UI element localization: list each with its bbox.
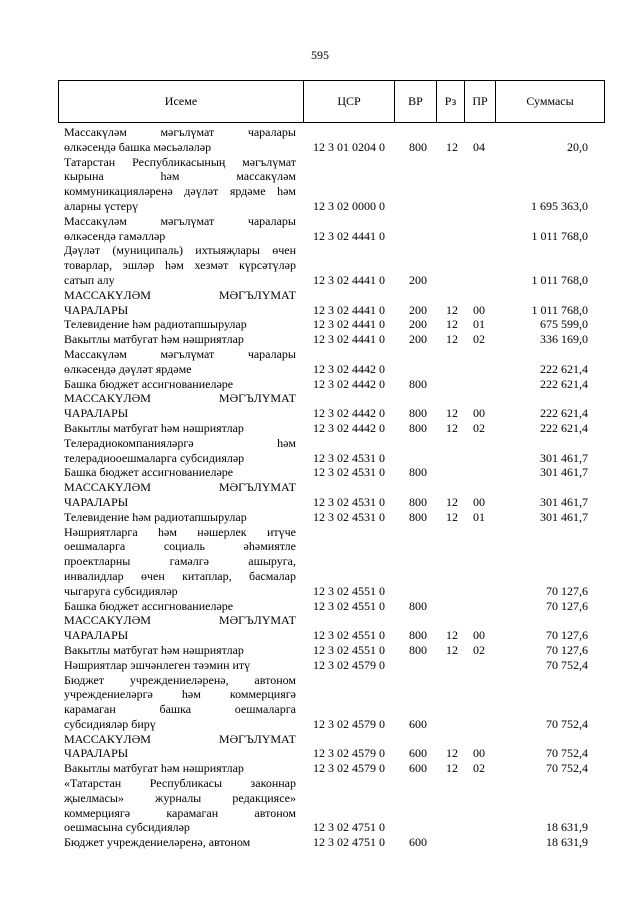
row-sum: 675 599,0 <box>540 317 588 332</box>
row-csr: 12 3 02 4441 0 <box>313 332 385 347</box>
row-sum: 1 011 768,0 <box>531 302 588 317</box>
row-csr: 12 3 02 4442 0 <box>313 376 385 391</box>
row-csr: 12 3 02 4441 0 <box>313 317 385 332</box>
row-vr: 600 <box>409 746 427 761</box>
row-name <box>64 332 296 347</box>
row-name-line: субсидияләр бирү <box>64 716 156 731</box>
table-row <box>0 776 640 835</box>
row-pr: 04 <box>473 139 485 154</box>
row-name-line: Бюджет учреждениеләренә, автоном <box>64 672 296 687</box>
row-csr: 12 3 02 4551 0 <box>313 642 385 657</box>
row-name-line: МАССАКҮЛӘМ МӘГЪЛҮМАТ <box>64 391 296 406</box>
row-name <box>64 658 296 673</box>
row-csr: 12 3 02 4579 0 <box>313 761 385 776</box>
row-name <box>64 317 296 332</box>
row-csr: 12 3 02 4579 0 <box>313 716 385 731</box>
row-pr: 00 <box>473 406 485 421</box>
row-name <box>64 436 296 466</box>
row-sum: 18 631,9 <box>546 835 588 850</box>
row-name-line: сатып алу <box>64 272 115 287</box>
row-vr: 200 <box>409 302 427 317</box>
row-name <box>64 465 296 480</box>
row-vr: 200 <box>409 272 427 287</box>
row-pr: 00 <box>473 746 485 761</box>
row-sum: 70 752,4 <box>546 761 588 776</box>
row-rz: 12 <box>446 509 458 524</box>
row-pr: 00 <box>473 628 485 643</box>
row-name-line: Бюджет учреждениеләренә, автоном <box>64 835 251 850</box>
row-name <box>64 125 296 155</box>
table-row <box>0 673 640 732</box>
row-pr: 00 <box>473 302 485 317</box>
header-pr: ПР <box>464 81 495 122</box>
row-name-line: җыелмасы» журналы редакциясе» <box>64 790 296 805</box>
table-row <box>0 243 640 287</box>
row-name-line: коммерциягә карамаган автоном <box>64 805 296 820</box>
row-sum: 18 631,9 <box>546 820 588 835</box>
row-name-line: телерадиооешмаларга субсидияләр <box>64 450 245 465</box>
row-vr: 200 <box>409 332 427 347</box>
header-csr: ЦСР <box>303 81 394 122</box>
row-rz: 12 <box>446 420 458 435</box>
row-name-line: Массакүләм мәгълүмат чаралары <box>64 125 296 139</box>
row-csr: 12 3 02 4531 0 <box>313 465 385 480</box>
row-csr: 12 3 02 4751 0 <box>313 820 385 835</box>
row-name <box>64 732 296 762</box>
row-sum: 1 011 768,0 <box>531 228 588 243</box>
row-name-line: Нәшриятлар эшчәнлеген тәэмин итү <box>64 657 251 672</box>
row-name <box>64 421 296 436</box>
row-name-line: МАССАКҮЛӘМ МӘГЪЛҮМАТ <box>64 480 296 495</box>
table-header <box>58 80 605 123</box>
row-name <box>64 214 296 244</box>
table-row <box>0 436 640 466</box>
row-name-line: Башка бюджет ассигнованиеләре <box>64 376 234 391</box>
row-name-line: Массакүләм мәгълүмат чаралары <box>64 213 296 228</box>
row-name-line: ЧАРАЛАРЫ <box>64 746 129 761</box>
row-sum: 222 621,4 <box>540 376 588 391</box>
row-name-line: оешмасына субсидияләр <box>64 820 190 835</box>
row-name <box>64 377 296 392</box>
row-csr: 12 3 02 4551 0 <box>313 628 385 643</box>
row-sum: 70 752,4 <box>546 657 588 672</box>
row-sum: 222 621,4 <box>540 406 588 421</box>
row-vr: 800 <box>409 628 427 643</box>
table-row <box>0 510 640 525</box>
row-vr: 800 <box>409 494 427 509</box>
row-name <box>64 288 296 318</box>
row-name <box>64 835 296 850</box>
row-name <box>64 613 296 643</box>
row-vr: 800 <box>409 406 427 421</box>
row-csr: 12 3 02 4531 0 <box>313 494 385 509</box>
row-csr: 12 3 01 0204 0 <box>313 139 385 154</box>
row-rz: 12 <box>446 628 458 643</box>
row-csr: 12 3 02 4442 0 <box>313 406 385 421</box>
table-row <box>0 599 640 614</box>
row-name-line: карамаган башка оешмаларга <box>64 702 296 717</box>
table-row <box>0 613 640 643</box>
row-csr: 12 3 02 4441 0 <box>313 302 385 317</box>
row-rz: 12 <box>446 494 458 509</box>
row-rz: 12 <box>446 406 458 421</box>
row-rz: 12 <box>446 317 458 332</box>
table-row <box>0 643 640 658</box>
row-csr: 12 3 02 4442 0 <box>313 361 385 376</box>
row-name-line: Телерадиокомпанияләргә һәм <box>64 435 296 450</box>
table-row <box>0 125 640 155</box>
table-row <box>0 155 640 214</box>
table-row <box>0 332 640 347</box>
row-sum: 70 127,6 <box>546 583 588 598</box>
row-name-line: кырына һәм массакүләм <box>64 169 296 184</box>
row-vr: 800 <box>409 376 427 391</box>
row-pr: 00 <box>473 494 485 509</box>
row-name <box>64 673 296 732</box>
row-csr: 12 3 02 0000 0 <box>313 198 385 213</box>
row-sum: 1 011 768,0 <box>531 272 588 287</box>
row-name-line: Вакытлы матбугат һәм нәшриятлар <box>64 761 244 776</box>
row-name <box>64 155 296 214</box>
table-row <box>0 761 640 776</box>
row-name-line: Дәүләт (муниципаль) ихтыяҗлары өчен <box>64 243 296 258</box>
row-name <box>64 643 296 658</box>
row-csr: 12 3 02 4551 0 <box>313 583 385 598</box>
row-csr: 12 3 02 4579 0 <box>313 657 385 672</box>
row-name-line: чыгаруга субсидияләр <box>64 583 178 598</box>
row-sum: 70 752,4 <box>546 716 588 731</box>
header-name: Исеме <box>164 94 198 108</box>
row-sum: 301 461,7 <box>540 494 588 509</box>
row-pr: 02 <box>473 332 485 347</box>
row-sum: 336 169,0 <box>540 332 588 347</box>
table-row <box>0 525 640 599</box>
header-sum: Суммасы <box>495 81 604 122</box>
row-name-line: МАССАКҮЛӘМ МӘГЪЛҮМАТ <box>64 287 296 302</box>
row-pr: 02 <box>473 761 485 776</box>
row-name <box>64 510 296 525</box>
table-row <box>0 377 640 392</box>
row-name-line: Башка бюджет ассигнованиеләре <box>64 598 234 613</box>
row-vr: 600 <box>409 835 427 850</box>
row-name-line: өлкәсендә гамәлләр <box>64 228 166 243</box>
row-name-line: товарлар, эшләр һәм хезмәт күрсәтүләр <box>64 258 296 273</box>
row-name-line: учреждениеләргә һәм коммерциягә <box>64 687 296 702</box>
row-csr: 12 3 02 4442 0 <box>313 420 385 435</box>
row-name <box>64 761 296 776</box>
row-name <box>64 347 296 377</box>
row-name <box>64 391 296 421</box>
row-name-line: МАССАКҮЛӘМ МӘГЪЛҮМАТ <box>64 731 296 746</box>
row-pr: 02 <box>473 642 485 657</box>
row-name <box>64 480 296 510</box>
row-csr: 12 3 02 4579 0 <box>313 746 385 761</box>
row-name-line: өлкәсендә башка мәсьәләләр <box>64 139 212 154</box>
table-body <box>0 125 640 850</box>
row-sum: 70 127,6 <box>546 642 588 657</box>
row-name-line: Башка бюджет ассигнованиеләре <box>64 465 234 480</box>
row-name-line: өлкәсендә дәүләт ярдәме <box>64 361 192 376</box>
row-vr: 800 <box>409 420 427 435</box>
row-name <box>64 525 296 599</box>
row-name-line: оешмаларга социаль әһәмиятле <box>64 539 296 554</box>
row-csr: 12 3 02 4751 0 <box>313 835 385 850</box>
row-sum: 222 621,4 <box>540 361 588 376</box>
row-name <box>64 243 296 287</box>
row-sum: 301 461,7 <box>540 509 588 524</box>
row-name-line: проектларны гамәлгә ашыруга, <box>64 554 296 569</box>
row-name-line: коммуникацияләренә дәүләт ярдәме һәм <box>64 184 296 199</box>
row-pr: 01 <box>473 509 485 524</box>
table-row <box>0 347 640 377</box>
row-name-line: ЧАРАЛАРЫ <box>64 406 129 421</box>
table-row <box>0 480 640 510</box>
row-name-line: инвалидлар өчен китаплар, басмалар <box>64 568 296 583</box>
row-csr: 12 3 02 4531 0 <box>313 509 385 524</box>
table-row <box>0 658 640 673</box>
row-vr: 600 <box>409 716 427 731</box>
row-rz: 12 <box>446 746 458 761</box>
row-pr: 01 <box>473 317 485 332</box>
row-name-line: Массакүләм мәгълүмат чаралары <box>64 346 296 361</box>
row-name <box>64 776 296 835</box>
row-name-line: Татарстан Республикасының мәгълүмат <box>64 154 296 169</box>
row-name-line: «Татарстан Республикасы законнар <box>64 776 296 791</box>
row-sum: 301 461,7 <box>540 450 588 465</box>
row-name-line: ЧАРАЛАРЫ <box>64 302 129 317</box>
table-row <box>0 317 640 332</box>
row-name-line: Нәшриятларга һәм нәшерлек итүче <box>64 524 296 539</box>
row-csr: 12 3 02 4531 0 <box>313 450 385 465</box>
table-row <box>0 288 640 318</box>
row-sum: 70 127,6 <box>546 628 588 643</box>
row-name <box>64 599 296 614</box>
table-row <box>0 391 640 421</box>
row-csr: 12 3 02 4441 0 <box>313 272 385 287</box>
row-name-line: Вакытлы матбугат һәм нәшриятлар <box>64 332 244 347</box>
row-rz: 12 <box>446 139 458 154</box>
row-name-line: МАССАКҮЛӘМ МӘГЪЛҮМАТ <box>64 613 296 628</box>
row-name-line: аларны үстерү <box>64 198 139 213</box>
header-vr: ВР <box>394 81 436 122</box>
row-rz: 12 <box>446 302 458 317</box>
row-name-line: Телевидение һәм радиотапшырулар <box>64 317 247 332</box>
row-vr: 800 <box>409 598 427 613</box>
row-sum: 20,0 <box>567 139 588 154</box>
row-rz: 12 <box>446 642 458 657</box>
table-row <box>0 214 640 244</box>
row-vr: 800 <box>409 465 427 480</box>
row-name-line: ЧАРАЛАРЫ <box>64 494 129 509</box>
header-rz: Рз <box>436 81 464 122</box>
row-csr: 12 3 02 4441 0 <box>313 228 385 243</box>
row-name-line: ЧАРАЛАРЫ <box>64 628 129 643</box>
table-row <box>0 465 640 480</box>
row-sum: 70 127,6 <box>546 598 588 613</box>
page-number: 595 <box>311 48 329 62</box>
row-vr: 800 <box>409 509 427 524</box>
row-vr: 200 <box>409 317 427 332</box>
row-sum: 70 752,4 <box>546 746 588 761</box>
row-vr: 800 <box>409 642 427 657</box>
row-name-line: Вакытлы матбугат һәм нәшриятлар <box>64 642 244 657</box>
row-rz: 12 <box>446 332 458 347</box>
row-vr: 800 <box>409 139 427 154</box>
row-csr: 12 3 02 4551 0 <box>313 598 385 613</box>
row-sum: 301 461,7 <box>540 465 588 480</box>
table-row <box>0 421 640 436</box>
row-sum: 1 695 363,0 <box>531 198 588 213</box>
row-name-line: Телевидение һәм радиотапшырулар <box>64 509 247 524</box>
table-row <box>0 732 640 762</box>
row-sum: 222 621,4 <box>540 420 588 435</box>
row-name-line: Вакытлы матбугат һәм нәшриятлар <box>64 420 244 435</box>
row-vr: 600 <box>409 761 427 776</box>
row-rz: 12 <box>446 761 458 776</box>
row-pr: 02 <box>473 420 485 435</box>
table-row <box>0 835 640 850</box>
